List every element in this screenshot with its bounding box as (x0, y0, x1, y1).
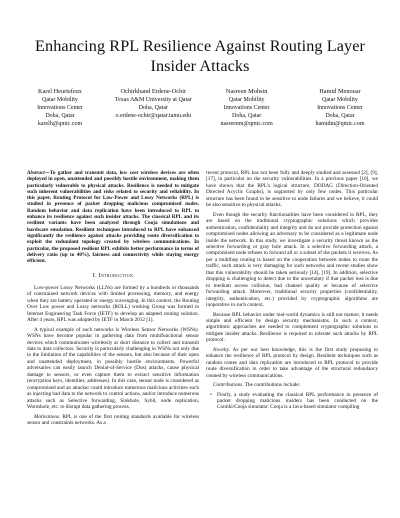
section-heading-introduction: I. Introduction (92, 273, 134, 280)
author-unit: Innovations Center (37, 105, 83, 112)
paragraph: recent protocol, RPL has not been fully and deeply studied and assessed [2], [9], [17], in particular on the security vulnerabilities. In a previous paper [10], we have shown that the RPL's logical structure, DODAG (Direction-Oriented Directed Acyclic Graphs), is supported by only few nodes. This particular structure has been found to be sensitive to node failures and we believe, it could be also sensitive to physical attacks. (206, 170, 378, 209)
paragraph: Even though the security functionalities have been considered in RPL, they are based on the traditional cryptographic solutions which provides authentication, confidentiality and integrity and do not provide protection against compromised nodes allowing an adversary to be considered as a legitimate node inside the network. In this study, we investigate a security threat known as the selective forwarding or gray hole attack. In a selective forwarding attack, a compromised node refuses to forward all or a subset of the packets it receives. As per a multihop routing is based on the cooperation between nodes to route the traffic, such attack is very damaging for such networks and recent studies show that this vulnerability should be taken seriously [14], [19]. In addition, selective dropping is challenging to detect due to the uncertainty if that packet loss is due to medium access collision, bad channel quality or because of selective forwarding attack. Moreover, traditional security properties (confidentiality, integrity, authentication, etc.) provided by cryptographic algorithms are inoperative in such context. (206, 211, 378, 309)
author-name: Ochirkhand Erdene-Ochir (120, 88, 187, 95)
contributions-list (206, 392, 378, 411)
paper-title (20, 36, 380, 76)
author-3 (201, 88, 293, 128)
title-line-1: Enhancing RPL Resilience Against Routing Layer (35, 37, 365, 55)
abstract (27, 170, 199, 264)
author-email: hamidm@qmic.com (315, 121, 365, 128)
author-city: Doha, Qatar (231, 113, 262, 120)
author-city: Doha, Qatar (45, 113, 75, 120)
abstract-label: Abstract (27, 170, 45, 176)
title-line-2: Insider Attacks (150, 57, 250, 75)
author-affiliation: Qatar Mobility (42, 97, 78, 104)
contributions-label: Contributions. (213, 382, 244, 389)
author-affiliation: Qatar Mobility (228, 97, 265, 104)
contributions-intro: The contributions include: (243, 382, 301, 389)
author-1 (14, 88, 106, 128)
motivations-label: Motivations. (34, 413, 61, 420)
author-email: karelh@qmic.com (37, 121, 83, 128)
paragraph: Because RPL behavior under real-world dynamics is still not mature, it needs simple and efficient by design security mechanisms. In such a context, algorithmic approaches are needed to complement cryptographic solutions to mitigate insider attacks. Resilience is required to tolerate such attacks by RPL protocol. (206, 311, 378, 344)
author-affiliation: Texas A&M University at Qatar (114, 97, 192, 104)
author-unit: Innovations Center (223, 105, 270, 112)
author-city: Doha, Qatar (325, 113, 355, 120)
paragraph-motivations (27, 414, 199, 427)
author-4 (294, 88, 386, 128)
author-name: Hamid Menouar (319, 88, 361, 95)
paragraph: Low-power Lossy Networks (LLNs) are formed by a hundreds or thousands of constrained network devices with limited processing, memory, and energy when they are battery operated or energy scavenging. In this context, the Routing Over Low power and Lossy networks (ROLL) working Group was formed in Internet Engineering Task Force (IETF) to develop an adapted routing solution. After 4 years, RPL was adopted by IETF in March 2012 [1]. (27, 284, 199, 324)
motivations-text: RPL is one of the first routing standards available for wireless sensor and constraints networks. As a (27, 413, 199, 426)
author-2 (107, 88, 199, 128)
author-email: nasreenm@qmic.com (220, 121, 273, 128)
list-item: • Firstly, a study evaluating the classical RPL performance in presence of packet dropping malicious insiders has been conducted on the Contiki/Cooja simulator. Cooja is a Java-based simulator compiling (217, 392, 378, 411)
author-name: Nasreen Mohsin (225, 88, 268, 95)
author-unit: Innovations Center (317, 105, 363, 112)
author-email: o.erdene-ochir@qatar.tamu.edu (115, 113, 192, 120)
abstract-body: —To gather and transmit data, low cost wireless devices are often deployed in open, unattended and possibly hostile environment, making them particularly vulnerable to physical attacks. Resilience is needed to mitigate such inherent vulnerabilities and risks related to security and reliability. In this paper, Routing Protocol for Low-Power and Lossy Networks (RPL) is studied in presence of packet dropping malicious compromised nodes. Random behavior and data replication have been introduced to RPL to enhance its resilience against such insider attacks. The classical RPL and its resilient variants have been analyzed through Cooja simulations and hardware emulation. Resilient techniques introduced to RPL have enhanced significantly the resilience against attacks providing route diversification to exploit the redundant topology created by wireless communications. In particular, the proposed resilient RPL exhibits better performance in terms of delivery ratio (up to 40%), fairness and connectivity while staying energy efficient. (27, 170, 199, 265)
author-affiliation: Qatar Mobility (322, 97, 358, 104)
author-block (14, 88, 386, 128)
right-column (206, 170, 378, 413)
paragraph-contributions (206, 382, 378, 388)
paragraph: A typical example of such networks is Wireless Sensor Networks (WSNs). WSNs have become popular in gathering data from multifunctional sensor devices which communicates wirelessly at short distance to collect and transmit data to data collectors. Security is particularly challenging in WSNs not only due to the limitation of the capabilities of the sensors, but also because of their open and unattended deployment, in possibly hostile environments. Powerful adversaries can easily launch Denial-of-Service (Dos) attacks, cause physical damage to sensors, or even capture them to extract sensitive information (encryption keys, identities, addresses). In this case, sensor node is considered as compromised and an attacker could introduce numerous malicious activities such as injecting bad data to the network to control actions, and/or introduce numerous attacks such as Selective forwarding, Sinkhole, Sybil, node replication, Wormhole, etc. to disrupt data gathering process. (27, 326, 199, 411)
author-unit: Doha, Qatar (138, 105, 168, 112)
left-column (27, 170, 199, 429)
novelty-text: As per our best knowledge, this is the first study proposing to enhance the resilience of RPL protocol by design. Resilient techniques such as random routes and data replication are introduced to RPL protocol to provide route diversification in order to take advantage of the structural redundancy created by wireless communications. (206, 346, 378, 379)
paragraph-novelty (206, 347, 378, 379)
author-name: Karel Heurtefeux (38, 88, 82, 95)
novelty-label: Novelty. (213, 346, 231, 353)
